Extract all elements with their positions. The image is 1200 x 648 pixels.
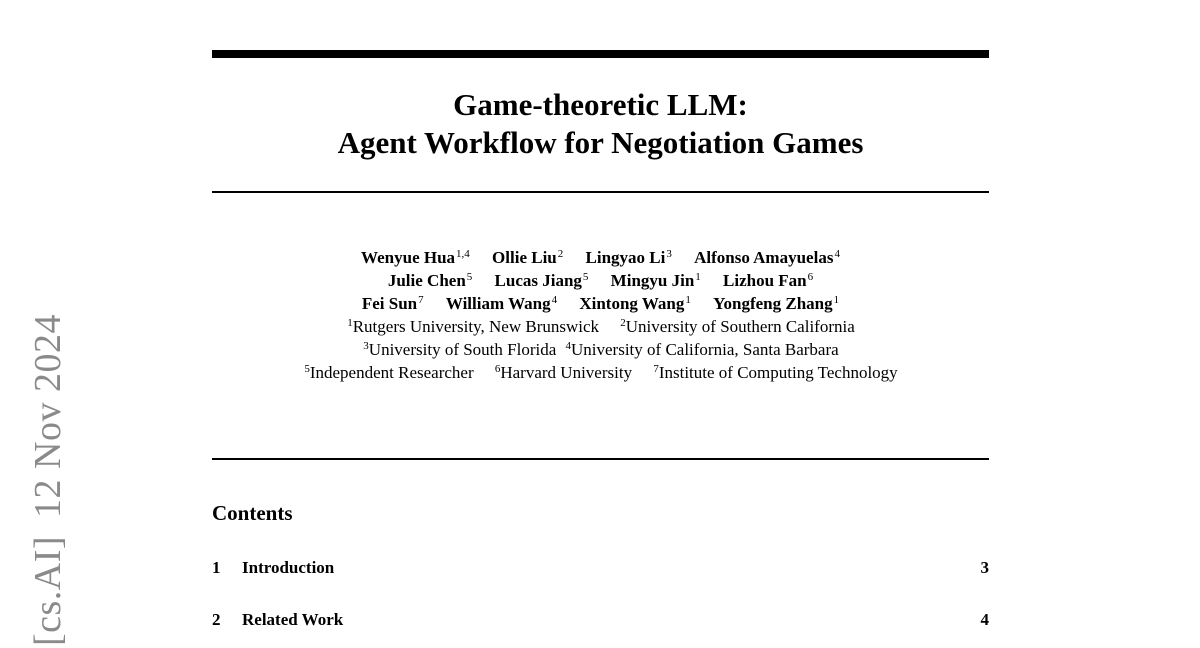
affiliation-row [212,315,989,338]
affiliation: $^3$University of South Florida [363,339,557,359]
title-line-1: Game-theoretic LLM: [453,87,748,122]
arxiv-side-stamp [26,314,70,646]
toc-entry[interactable] [212,608,989,632]
author: Alfonso Amayuelas$^4$ [694,247,840,267]
author: Yongfeng Zhang$^1$ [713,293,840,313]
toc-entry[interactable] [212,556,989,580]
author: Ollie Liu$^2$ [492,247,564,267]
author: Julie Chen$^5$ [387,270,473,290]
affiliation: $^7$Institute of Computing Technology [653,362,898,382]
toc-entry-number: 1 [212,558,221,577]
author: Fei Sun$^7$ [361,293,424,313]
affiliation: $^2$University of Southern California [620,316,855,336]
author-block [212,246,989,384]
arxiv-category: [cs.AI] [27,535,69,647]
toc-entry-title[interactable]: Related Work [242,610,344,629]
author-row [212,246,989,269]
affiliation: $^5$Independent Researcher [304,362,474,382]
author: Mingyu Jin$^1$ [610,270,701,290]
author: Lingyao Li$^3$ [585,247,672,267]
title-line-2: Agent Workflow for Negotiation Games [337,125,864,160]
affiliation-row [212,361,989,384]
author: Wenyue Hua$^{1,4}$ [361,247,470,267]
affiliation: $^1$Rutgers University, New Brunswick [347,316,600,336]
title-bottom-rule [212,191,989,193]
toc-entry-title[interactable]: Introduction [242,558,335,577]
toc-entry-page[interactable]: 3 [980,558,989,577]
affiliation-row [212,338,989,361]
arxiv-date: 12 Nov 2024 [27,313,69,518]
toc-entry-page[interactable]: 4 [980,610,989,629]
paper-title [212,86,989,162]
author-row [212,269,989,292]
contents-heading: Contents [212,501,293,525]
author: Lizhou Fan$^6$ [723,270,814,290]
affiliation: $^4$University of California, Santa Barbara [565,339,839,359]
author-row [212,292,989,315]
author: William Wang$^4$ [445,293,558,313]
toc-entry-number: 2 [212,610,221,629]
author: Lucas Jiang$^5$ [494,270,589,290]
affiliation: $^6$Harvard University [494,362,633,382]
author: Xintong Wang$^1$ [579,293,691,313]
authors-bottom-rule [212,458,989,460]
top-thick-rule [212,50,989,58]
